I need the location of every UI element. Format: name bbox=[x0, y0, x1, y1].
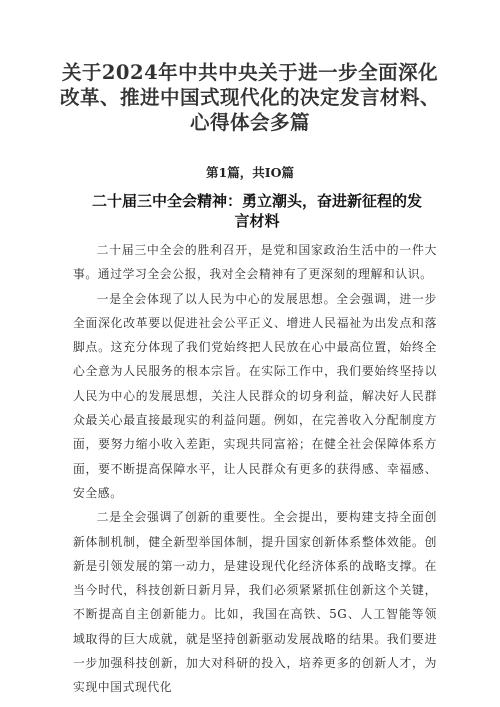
paragraph-point-two: 二是全会强调了创新的重要性。全会提出，要构建支持全面创新体制机制，健全新型举国体制，提升国家创新体系整体效能。创新是引领发展的第一动力，是建设现代化经济体系的战略支撑。在当今时代，科技创新日新月异，我们必须紧紧抓住创新这个关键，不断提高自主创新能力。比如，我国在高铁、5G、人工智能等领域取得的巨大成就，就是坚持创新驱动发展战略的结果。我们要进一步加强科技创新，加大对科研的投入，培养更多的创新人才，为实现中国式现代化 bbox=[73, 510, 437, 695]
section-heading: 二十届三中全会精神：勇立潮头，奋进新征程的发言材料 bbox=[91, 192, 422, 230]
paragraph-intro: 二十届三中全会的胜利召开，是党和国家政治生活中的一件大事。通过学习全会公报，我对全会精神有了更深刻的理解和认识。 bbox=[73, 243, 437, 282]
chapter-label: 第1篇，共IO篇 bbox=[206, 165, 294, 180]
paragraph-point-one: 一是全会体现了以人民为中心的发展思想。全会强调，进一步全面深化改革要以促进社会公平正义、增进人民福祉为出发点和落脚点。这充分体现了我们党始终把人民放在心中最高位置，始终全心全意为人民服务的根本宗旨。在实际工作中，我们要始终坚持以人民为中心的发展思想，关注人民群众的切身利益，解决好人民群众最关心最直接最现实的利益问题。例如，在完善收入分配制度方面，要努力缩小收入差距，实现共同富裕；在健全社会保障体系方面，要不断提高保障水平，让人民群众有更多的获得感、幸福感、安全感。 bbox=[73, 291, 437, 500]
document-title: 关于2024年中共中央关于进一步全面深化改革、推进中国式现代化的决定发言材料、心得体会多篇 bbox=[60, 61, 441, 134]
body-text bbox=[73, 238, 437, 700]
